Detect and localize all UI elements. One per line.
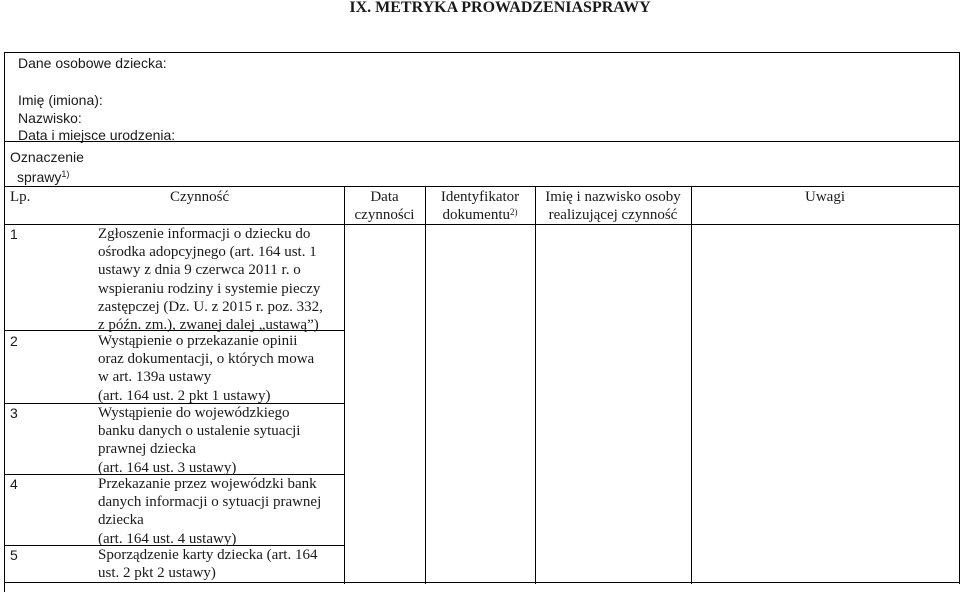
page-title: IX. METRYKA PROWADZENIASPRAWY xyxy=(349,0,651,16)
first-name-label: Imię (imiona): xyxy=(18,92,103,108)
row-activity-3: Wystąpienie do wojewódzkiego banku danych o ustalenie sytuacji prawnej dziecka (art. 164 ust. 3 ustawy) xyxy=(98,405,301,476)
doc-footnote: 2) xyxy=(510,207,518,217)
row-number: 4 xyxy=(10,476,18,492)
case-label-line1: Oznaczenie xyxy=(10,149,84,165)
case-footnote: 1) xyxy=(61,169,70,179)
divider-case xyxy=(4,141,960,142)
last-name-label: Nazwisko: xyxy=(18,110,82,126)
header-date: Data czynności xyxy=(354,189,415,223)
header-notes: Uwagi xyxy=(805,189,845,205)
row-activity-4: Przekazanie przez wojewódzki bank danych informacji o sytuacji prawnej dziecka (art. 164 ust. 4 ustawy) xyxy=(98,476,322,547)
row-activity-1: Zgłoszenie informacji o dziecku do ośrodka adopcyjnego (art. 164 ust. 1 ustawy z dnia 9 czerwca 2011 r. o wspieraniu rodziny i systemie pieczy zastępczej (Dz. U. z 2015 r. poz. 332, z późn. zm.), zwanej dalej „ustawą”) xyxy=(98,226,323,334)
birth-label: Data i miejsce urodzenia: xyxy=(18,127,176,143)
col-divider-doc xyxy=(535,186,536,584)
row-activity-2: Wystąpienie o przekazanie opinii oraz dokumentacji, o których mowa w art. 139a ustawy (art. 164 ust. 2 pkt 1 ustawy) xyxy=(98,333,315,404)
row-number: 2 xyxy=(10,333,18,349)
header-person: Imię i nazwisko osoby realizującej czynność xyxy=(545,189,681,223)
row-number: 5 xyxy=(10,547,18,563)
case-label-line2: sprawy$^{1)}$ xyxy=(17,169,70,185)
divider-header xyxy=(4,186,960,187)
col-divider-person xyxy=(691,186,692,584)
col-divider-activity xyxy=(344,186,345,584)
header-document-id: Identyfikator dokumentu$^{2)}$ xyxy=(440,189,520,223)
row-activity-5: Sporządzenie karty dziecka (art. 164 ust. 2 pkt 2 ustawy) xyxy=(98,547,318,582)
row-number: 1 xyxy=(10,226,18,242)
personal-data-heading: Dane osobowe dziecka: xyxy=(18,55,167,71)
header-lp: Lp. xyxy=(10,189,31,205)
row-number: 3 xyxy=(10,405,18,421)
col-divider-date xyxy=(425,186,426,584)
header-activity: Czynność xyxy=(170,189,230,205)
